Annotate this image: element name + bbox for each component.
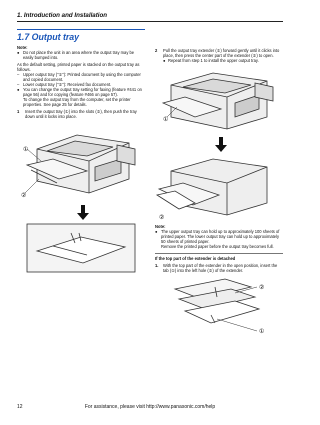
bullet-icon: ● — [155, 229, 158, 234]
illustration-tab — [155, 275, 283, 339]
bullet-icon: ● — [17, 87, 20, 92]
step-number: 1. — [155, 263, 159, 268]
callout-1: ① — [163, 117, 169, 123]
detached-heading: If the top part of the extender is detached — [155, 253, 283, 261]
callout-2: ② — [259, 285, 265, 291]
page-number: 12 — [17, 404, 23, 410]
callout-2: ② — [159, 215, 165, 221]
step-number: 1 — [17, 109, 20, 114]
step-1-text: Insert the output tray (①) into the slots (②), then push the tray down until it locks into place. — [25, 109, 137, 119]
printer-illustration — [17, 121, 145, 275]
change-computer-text: To change the output tray from the computer, set the printer properties. See page 25 for details. — [23, 97, 131, 107]
change-text: You can change the output tray setting for faxing (feature #441 on page 56) and for copying (feature #466 on page 57). — [23, 87, 142, 97]
intro-text: As the default setting, printed paper is stacked on the output tray as follows. — [17, 62, 140, 72]
callout-2: ② — [21, 193, 27, 199]
arrow-down-icon — [215, 137, 227, 152]
step-number: 2 — [155, 48, 158, 53]
change-item — [17, 87, 145, 107]
note-label: Note: — [17, 45, 28, 50]
illustration-extender — [155, 65, 283, 221]
tray-upper-item — [17, 72, 145, 82]
step-2-text: Pull the output tray extender (①) forward gently until it clicks into place, then press the center part of the extender (②) to open. — [163, 48, 280, 58]
step-2 — [155, 48, 283, 58]
tab-illustration — [155, 275, 283, 339]
detached-step-text: With the top part of the extender in the open position, insert the tab (①) into the left hole (②) of the extender. — [163, 263, 278, 273]
arrow-down-icon — [77, 205, 89, 220]
step-2-sub — [163, 58, 283, 63]
note-text: Do not place the unit in an area where the output tray may be easily bumped into. — [23, 50, 135, 60]
note-item — [155, 229, 283, 249]
dash-icon: – — [17, 72, 20, 77]
callout-1: ① — [23, 147, 29, 153]
detached-step-1 — [155, 263, 283, 273]
callout-1: ① — [259, 329, 265, 335]
right-column — [155, 46, 283, 339]
tray-lower-text: Lower output tray ("②"): Received fax document. — [23, 82, 112, 87]
note-label: Note: — [155, 224, 166, 229]
bullet-icon: ● — [17, 50, 20, 55]
bullet-icon: ● — [163, 58, 166, 63]
note-capacity-text: The upper output tray can hold up to approximately 100 sheets of printed paper. The lower output tray can hold up to approximately 50 sheets of printed paper. — [161, 229, 280, 244]
note-remove-text: Remove the printed paper before the output tray becomes full. — [161, 244, 274, 249]
dash-icon: – — [17, 82, 20, 87]
illustration-install — [17, 121, 145, 275]
section-title: 1.7 Output tray — [17, 29, 145, 42]
chapter-header: 1. Introduction and Installation — [17, 12, 108, 19]
tray-upper-text: Upper output tray ("①"): Printed document by using the computer and copied document. — [23, 72, 141, 82]
note-item — [17, 50, 145, 60]
step-2-sub-text: Repeat from step 1 to install the upper output tray. — [168, 58, 259, 63]
header-rule — [17, 21, 283, 22]
step-1 — [17, 109, 145, 119]
left-column — [17, 26, 145, 275]
extender-illustration — [155, 65, 283, 221]
footer-help-text: For assistance, please visit http://www.panasonic.com/help — [84, 404, 216, 410]
